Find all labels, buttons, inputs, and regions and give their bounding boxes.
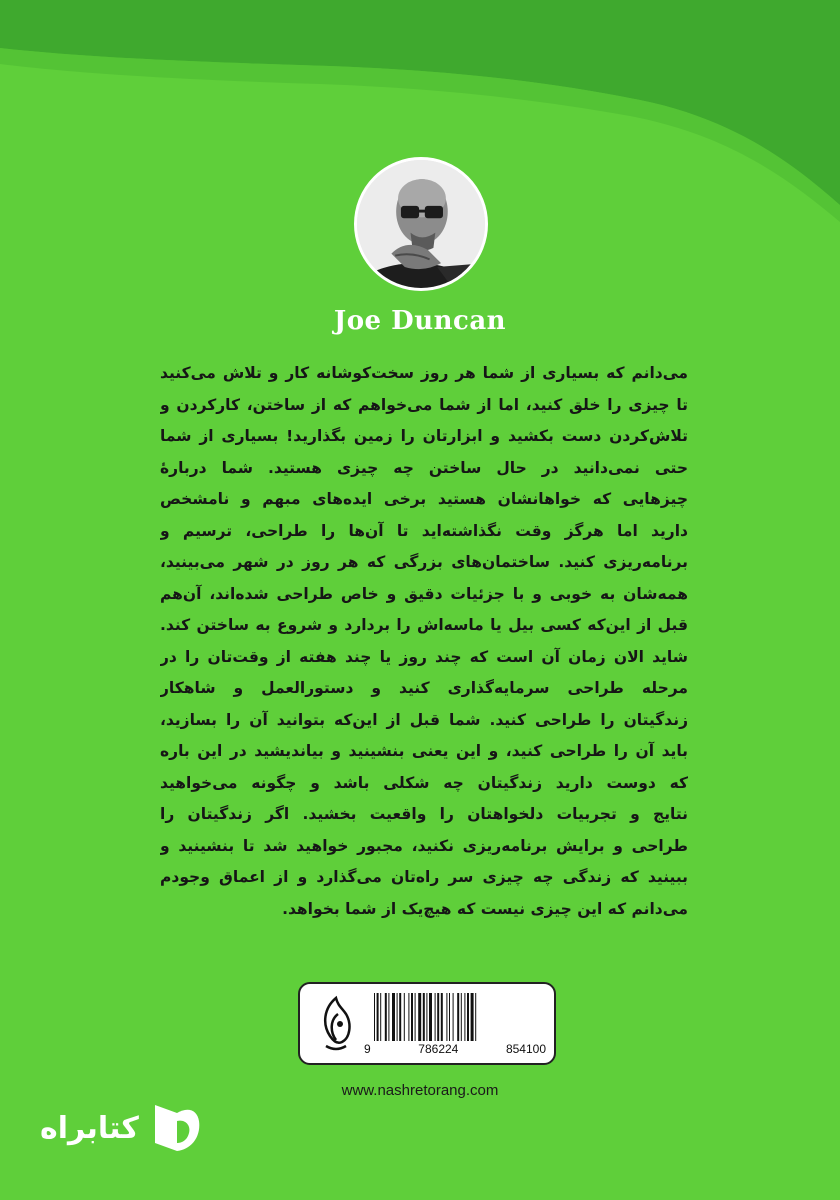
blurb-line: شاید الان زمان آن است که چند روز یا چند هفته از وقت‌تان را در: [160, 647, 688, 666]
barcode-bar: [446, 993, 447, 1041]
barcode-bar: [461, 993, 462, 1041]
barcode-bar: [408, 993, 409, 1041]
blurb-line: دارید اما هرگز وقت نگذاشته‌اید تا آن‌ها را طراحی، ترسیم و: [160, 521, 688, 540]
blurb-line: ببینید که زندگی چه چیزی سر راه‌تان می‌گذارد و از اعماق وجودم: [160, 868, 688, 886]
barcode-bar: [426, 993, 427, 1041]
author-name: Joe Duncan: [333, 306, 507, 336]
blurb-line: که دوست دارید زندگیتان چه شکلی باشد و چگونه می‌خواهید: [160, 773, 688, 792]
barcode-bar: [457, 993, 459, 1041]
barcode-bar: [429, 993, 432, 1041]
barcode-bar: [380, 993, 381, 1041]
author-portrait-image: [357, 160, 485, 288]
barcode-bar: [437, 993, 439, 1041]
barcode-bar: [467, 993, 469, 1041]
barcode-bar: [464, 993, 465, 1041]
barcode-bar: [404, 993, 405, 1041]
publisher-website: www.nashretorang.com: [341, 1082, 499, 1099]
blurb-line: طراحی و برایش برنامه‌ریزی نکنید، مجبور خواهید شد تا بنشینید و: [160, 836, 688, 855]
blurb-line: چیزهایی که خواهانشان هستید برخی ایده‌های مبهم و نامشخص: [160, 490, 688, 508]
blurb-line: باید آن را طراحی کنید، و این یعنی بنشینید و بیاندیشید در این باره: [160, 742, 688, 760]
barcode-bar: [377, 993, 379, 1041]
blurb-line: قبل از این‌که کسی بیل یا ماسه‌اش را بردارد و شروع به ساختن کند.: [160, 616, 688, 634]
blurb-line: می‌دانم که این چیزی نیست که هیچ‌یک از شما بخواهد.: [282, 899, 688, 918]
barcode-bar: [441, 993, 443, 1041]
barcode-bar: [435, 993, 436, 1041]
barcode-bar: [471, 993, 474, 1041]
barcode-bar: [397, 993, 398, 1041]
barcode-bar: [415, 993, 416, 1041]
barcode-bar: [449, 993, 450, 1041]
blurb-line: تا چیزی را خلق کنید، اما از شما می‌خواهم که از ساختن، کارکردن و: [160, 395, 688, 414]
publisher-logo: [316, 994, 356, 1054]
blurb-line: برنامه‌ریزی کنید. ساختمان‌های بزرگی که هر روز در شهر می‌بینید،: [160, 553, 688, 571]
barcode-bar: [392, 993, 395, 1041]
barcode-bar: [453, 993, 454, 1041]
blurb-line: مرحله طراحی سرمایه‌گذاری کنید و دستورالعمل و شاهکار: [160, 679, 688, 697]
isbn-barcode-box: [298, 982, 556, 1065]
blurb-line: نتایج و تجربیات دلخواهتان را واقعیت بخشید. اگر زندگیتان را: [160, 805, 688, 823]
blurb-line: تلاش‌کردن دست بکشید و ابزارتان را زمین بگذارید! بسیاری از شما: [160, 427, 688, 445]
isbn-group-2: 854100: [505, 1042, 546, 1056]
author-photo: [354, 157, 488, 291]
barcode-bar: [475, 993, 476, 1041]
isbn-group-1: 786224: [418, 1042, 459, 1056]
barcode-bar: [385, 993, 387, 1041]
back-cover-blurb: [160, 358, 688, 925]
book-icon: [147, 1099, 205, 1157]
barcode-bars: [372, 993, 542, 1041]
barcode-bar: [418, 993, 421, 1041]
blurb-line: زندگیتان را طراحی کنید. شما قبل از این‌که بتوانید آن را بسازید،: [160, 710, 688, 729]
barcode-bar: [388, 993, 389, 1041]
barcode-bar: [411, 993, 413, 1041]
barcode-bar: [399, 993, 401, 1041]
blurb-line: می‌دانم که بسیاری از شما هر روز سخت‌کوشانه کار و تلاش می‌کنید: [160, 364, 688, 382]
isbn-prefix-digit: 9: [364, 1042, 371, 1056]
barcode-bar: [423, 993, 425, 1041]
blurb-line: همه‌شان به خوبی و با جزئیات دقیق و خاص طراحی شده‌اند، آن‌هم: [160, 584, 688, 603]
ketabrah-logo: [40, 1098, 210, 1158]
isbn-number: [364, 1042, 546, 1056]
store-logo-name: کتابراه: [40, 1110, 139, 1146]
blurb-line: حتی نمی‌دانید در حال ساختن چه چیزی هستید. شما دربارهٔ: [160, 458, 688, 477]
barcode-bar: [374, 993, 375, 1041]
